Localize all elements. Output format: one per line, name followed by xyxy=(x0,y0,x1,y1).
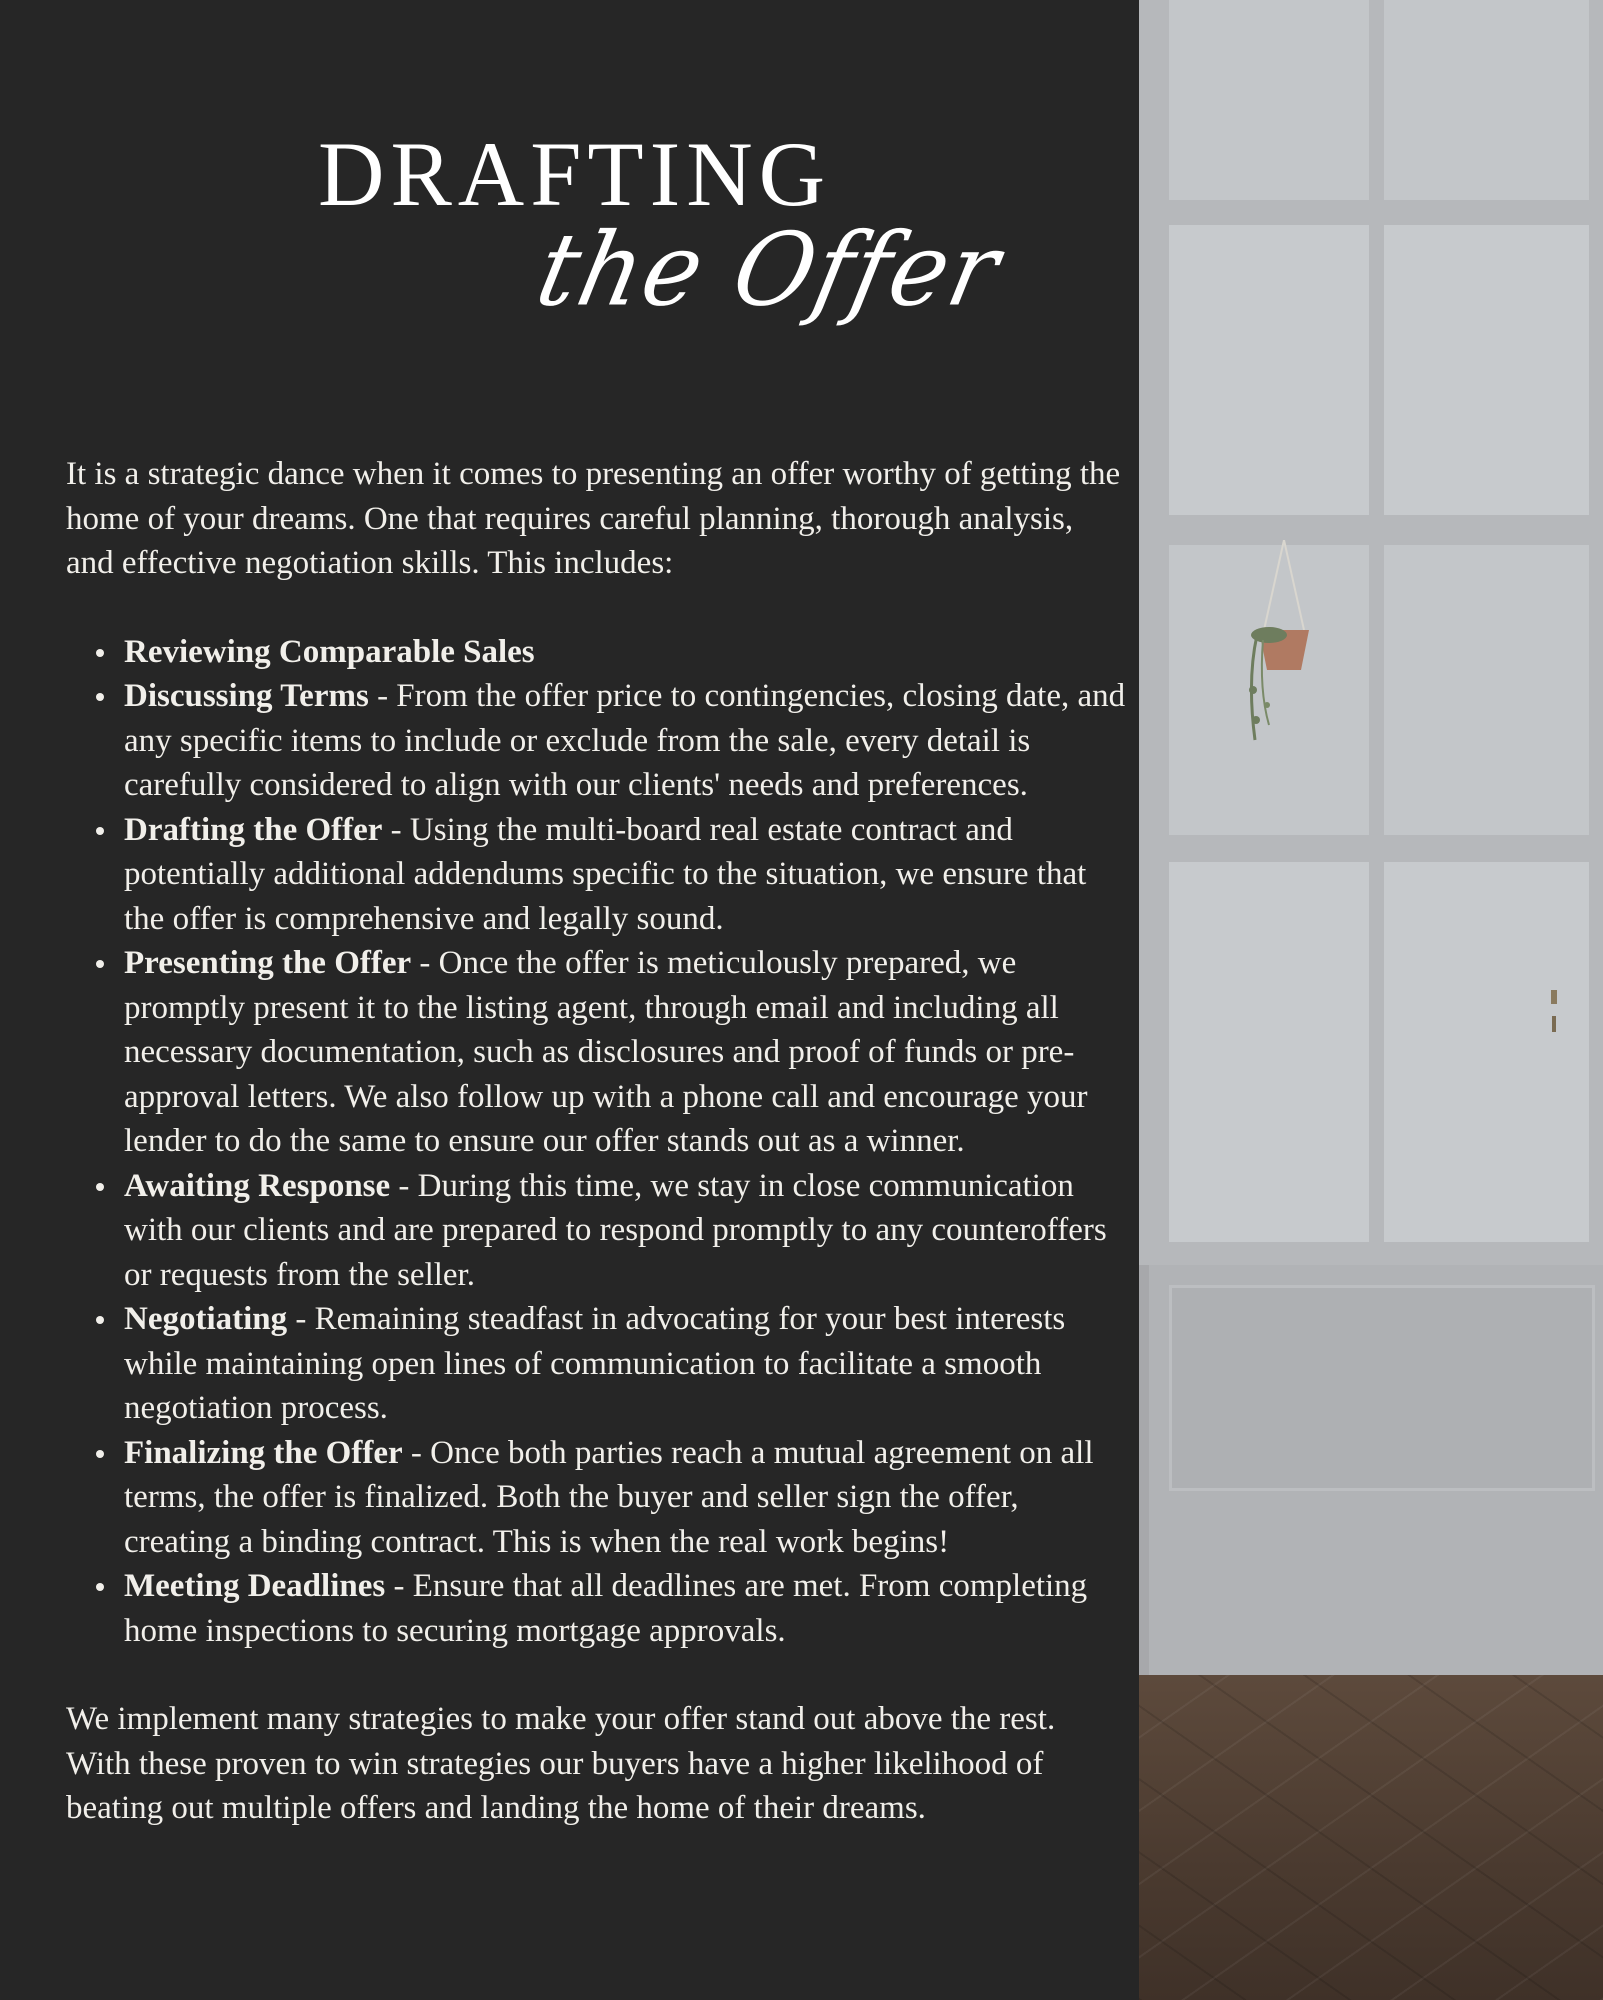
window-pane xyxy=(1384,545,1589,835)
step-text: - Ensure that all deadlines are met. From completing home inspections to securing mortgage approvals. xyxy=(124,1568,1088,1649)
door-photo xyxy=(1139,0,1603,2000)
step-title: Meeting Deadlines xyxy=(124,1568,386,1604)
list-item xyxy=(124,1431,1126,1565)
window-pane xyxy=(1169,225,1369,515)
list-item xyxy=(124,1164,1126,1298)
list-item xyxy=(124,674,1126,808)
list-item xyxy=(124,1564,1126,1653)
step-text: - From the offer price to contingencies, closing date, and any specific items to include or exclude from the sale, every detail is carefully considered to align with our clients' needs and preferences. xyxy=(124,678,1126,803)
list-item xyxy=(124,630,1126,675)
door-frame xyxy=(1139,1242,1603,1265)
step-text: - Once both parties reach a mutual agreement on all terms, the offer is finalized. Both the buyer and seller sign the offer, creating a binding contract. This is when the real work begins! xyxy=(124,1434,1094,1560)
step-text: - Once the offer is meticulously prepared, we promptly present it to the listing agent, through email and including all necessary documentation, such as disclosures and proof of funds or pre-approval letters. We also follow up with a phone call and encourage your lender to do the same to ensure our offer stands out as a winner. xyxy=(124,945,1088,1159)
step-title: Presenting the Offer xyxy=(124,945,412,981)
window-pane xyxy=(1169,0,1369,200)
door-frame xyxy=(1369,0,1384,1265)
list-item xyxy=(124,941,1126,1164)
door-frame xyxy=(1139,515,1603,545)
wood-floor xyxy=(1139,1675,1603,2000)
page-title: DRAFTING xyxy=(318,123,832,225)
step-title: Awaiting Response xyxy=(124,1167,391,1204)
intro-paragraph: It is a strategic dance when it comes to presenting an offer worthy of getting the home of your dreams. One that requires careful planning, thorough analysis, and effective negotiation skills. This includes: xyxy=(66,456,1121,581)
step-text: - During this time, we stay in close communication with our clients and are prepared to respond promptly to any counteroffers or requests from the seller. xyxy=(124,1167,1107,1293)
closing-paragraph: We implement many strategies to make your offer stand out above the rest. With these proven to win strategies our buyers have a higher likelihood of beating out multiple offers and landing the home of their dreams. xyxy=(66,1701,1056,1826)
step-title: Finalizing the Offer xyxy=(124,1434,403,1471)
list-item xyxy=(124,1297,1126,1431)
door-frame xyxy=(1139,0,1169,1265)
window-pane xyxy=(1384,0,1589,200)
step-text: - Remaining steadfast in advocating for your best interests while maintaining open lines of communication to facilitate a smooth negotiation process. xyxy=(124,1301,1066,1426)
page-subtitle-script: the Offer xyxy=(527,211,1011,329)
list-item xyxy=(124,808,1126,942)
door-frame xyxy=(1589,0,1603,1265)
door-frame xyxy=(1139,835,1603,862)
hanging-plant-icon xyxy=(1229,540,1339,760)
door-inset-panel xyxy=(1169,1285,1595,1491)
step-title: Discussing Terms xyxy=(124,678,369,714)
window-pane xyxy=(1384,225,1589,515)
body-content xyxy=(66,452,1126,1831)
step-title: Reviewing Comparable Sales xyxy=(124,633,535,670)
door-frame xyxy=(1139,200,1603,225)
window-pane xyxy=(1169,862,1369,1242)
door-handle-icon xyxy=(1547,990,1561,1034)
step-title: Negotiating xyxy=(124,1301,288,1337)
steps-list xyxy=(66,630,1126,1654)
step-title: Drafting the Offer xyxy=(124,811,383,848)
window-pane xyxy=(1384,862,1589,1242)
step-text: - Using the multi-board real estate contract and potentially additional addendums specific to the situation, we ensure that the offer is comprehensive and legally sound. xyxy=(124,811,1087,937)
